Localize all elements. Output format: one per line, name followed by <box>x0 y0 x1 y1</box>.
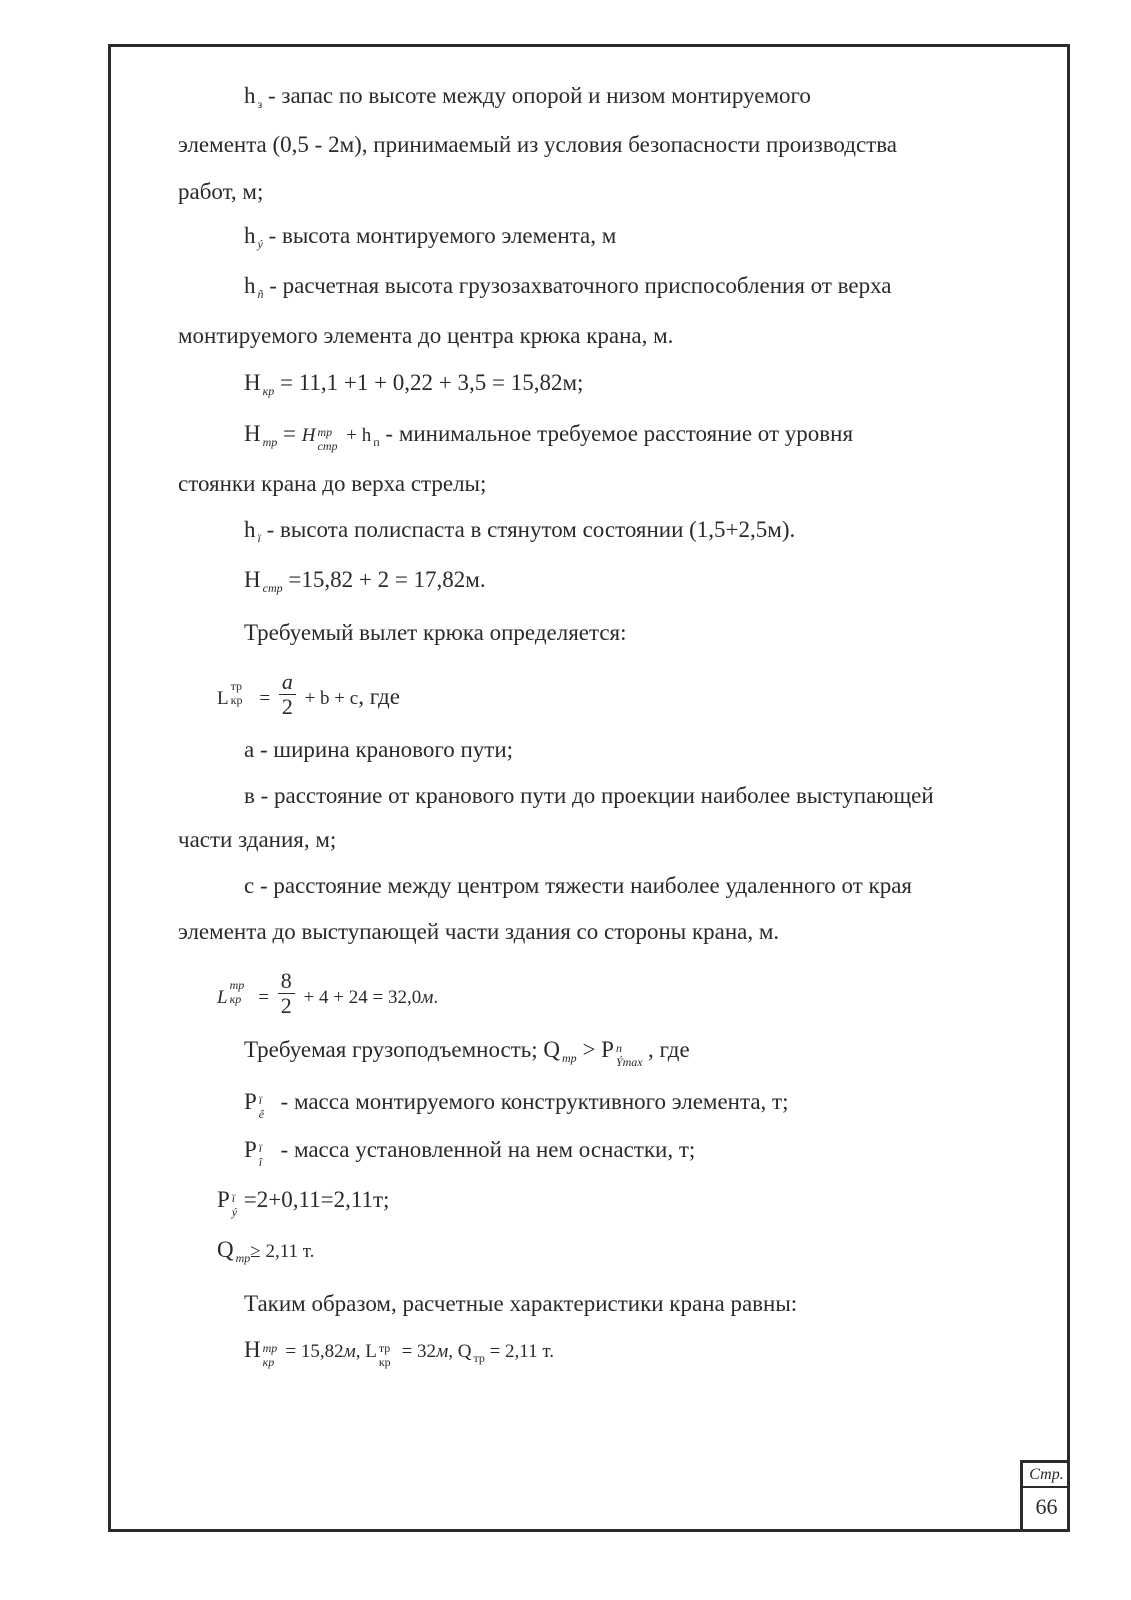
value: = 32 <box>396 1341 437 1362</box>
value: = 15,82 <box>280 1341 344 1362</box>
symbol: H <box>244 567 261 592</box>
symbol: h <box>244 223 256 248</box>
subscript: п <box>373 435 380 449</box>
symbol: L <box>365 1341 377 1362</box>
definition-h3 <box>244 82 811 118</box>
text-line: Требуемый вылет крюка определяется: <box>244 620 627 645</box>
sup-sub-pair <box>257 1088 275 1121</box>
symbol: h <box>244 273 256 298</box>
sup-sub-pair <box>228 973 254 1006</box>
subscript: тр <box>562 1051 577 1065</box>
subscript: з <box>257 97 263 111</box>
symbol: H <box>244 421 261 446</box>
superscript: ï <box>258 1093 263 1107</box>
definition-a: a - ширина кранового пути; <box>244 737 514 762</box>
page-number: 66 <box>1035 1494 1058 1519</box>
definition-p-o <box>244 1136 696 1169</box>
sup-sub-pair <box>377 1336 397 1369</box>
definition-text: - минимальное требуемое расстояние от уровня <box>379 421 854 446</box>
subscript: ý <box>257 237 263 251</box>
unit: м <box>343 1341 356 1362</box>
symbol: H <box>244 1337 261 1362</box>
symbol: h <box>244 83 256 108</box>
equation-p-e <box>217 1186 390 1219</box>
definition-text: - запас по высоте между опорой и низом монтируемого <box>262 83 811 108</box>
subscript: Ýmax <box>615 1055 643 1069</box>
subscript: стр <box>262 581 283 595</box>
subscript: кр <box>378 1355 391 1369</box>
superscript: тр <box>317 425 333 439</box>
formula-terms: + 4 + 24 = 32,0 <box>298 986 422 1008</box>
equation-h-tr <box>244 420 853 456</box>
fraction <box>278 969 295 1018</box>
superscript: тр <box>229 978 245 992</box>
plus-term: + h <box>341 425 372 446</box>
equation-h-kr <box>244 369 583 405</box>
sup-sub-pair <box>257 1136 275 1169</box>
definition-text: - масса установленной на нем оснастки, т; <box>274 1137 696 1162</box>
definition-c: c - расстояние между центром тяжести наиболее удаленного от края <box>244 873 913 898</box>
definition-hs <box>244 272 892 308</box>
denominator: 2 <box>280 993 292 1018</box>
text-line: Таким образом, расчетные характеристики крана равны: <box>244 1291 798 1316</box>
symbol: H <box>244 370 261 395</box>
definition-text: - масса монтируемого конструктивного элемента, т; <box>274 1089 789 1114</box>
equals-sign: = <box>253 986 274 1008</box>
subscript: ê <box>258 1107 265 1121</box>
load-capacity-line <box>244 1036 690 1072</box>
equation-h-str <box>244 566 486 602</box>
text-line: работ, м; <box>178 179 264 204</box>
definition-text: - расчетная высота грузозахваточного приспособления от верха <box>263 273 892 298</box>
unit: м <box>436 1341 449 1362</box>
subscript: кр <box>230 693 243 707</box>
subscript: ï <box>257 531 261 545</box>
equation-text: =15,82 + 2 = 17,82м. <box>282 567 486 592</box>
definition-p-k <box>244 1088 789 1121</box>
sup-sub-pair <box>614 1036 648 1069</box>
page-number-stamp <box>1020 1460 1070 1532</box>
numerator: 8 <box>278 969 295 994</box>
symbol: h <box>244 517 256 542</box>
text-line: части здания, м; <box>178 827 337 852</box>
page-label: Стр. <box>1023 1463 1070 1488</box>
superscript: ï <box>258 1141 263 1155</box>
equation-q-tr <box>217 1236 314 1272</box>
superscript: ï <box>231 1191 236 1205</box>
text: Требуемая грузоподъемность; Q <box>244 1037 561 1062</box>
equation-text: =2+0,11=2,11т; <box>243 1187 390 1212</box>
text-line: монтируемого элемента до центра крюка крана, м. <box>178 323 674 348</box>
symbol: Q <box>217 1237 234 1262</box>
definition-hp <box>244 516 795 552</box>
text-line: стоянки крана до верха стрелы; <box>178 471 487 496</box>
sup-sub-pair <box>316 420 342 453</box>
formula-tail: . <box>433 986 439 1008</box>
summary-formula <box>244 1336 554 1372</box>
symbol: P <box>244 1137 257 1162</box>
definition-text: - высота монтируемого элемента, м <box>262 223 617 248</box>
superscript: тр <box>378 1341 391 1355</box>
text-tail: , где <box>647 1037 690 1062</box>
text-line: элемента (0,5 - 2м), принимаемый из условия безопасности производства <box>178 132 897 157</box>
subscript: ý <box>231 1205 238 1219</box>
superscript: тр <box>262 1341 278 1355</box>
value: = 2,11 т. <box>484 1341 554 1362</box>
definition-he <box>244 222 616 258</box>
fraction <box>279 670 296 719</box>
equation-text: = 11,1 +1 + 0,22 + 3,5 = 15,82м; <box>274 370 584 395</box>
symbol: L <box>217 687 229 709</box>
denominator: 2 <box>281 694 293 719</box>
numerator: a <box>279 670 296 695</box>
separator: , <box>448 1341 458 1362</box>
subscript: кр <box>262 384 275 398</box>
sup-sub-pair <box>261 1336 281 1369</box>
superscript: n <box>615 1041 622 1055</box>
symbol: H <box>301 425 316 446</box>
subscript: î <box>258 1155 263 1169</box>
equals-sign: = <box>254 687 275 709</box>
subscript: тр <box>262 435 278 449</box>
symbol: Q <box>457 1341 472 1362</box>
formula-tail: , где <box>358 683 400 709</box>
separator: , <box>355 1341 366 1362</box>
subscript: ñ <box>257 287 264 301</box>
subscript: тр <box>235 1251 251 1265</box>
equation-text: ≥ 2,11 т. <box>250 1241 315 1262</box>
text-line: элемента до выступающей части здания со стороны крана, м. <box>178 919 780 944</box>
symbol: P <box>217 1187 230 1212</box>
equals-sign: = <box>277 421 302 446</box>
inequality: > P <box>576 1037 614 1062</box>
subscript: кр <box>229 992 242 1006</box>
subscript: стр <box>317 439 338 453</box>
unit: м <box>421 986 434 1008</box>
formula-reach <box>217 669 400 723</box>
formula-reach-calc <box>217 968 439 1022</box>
symbol: L <box>217 986 228 1008</box>
formula-terms: + b + c <box>299 687 359 709</box>
subscript: кр <box>262 1355 275 1369</box>
sup-sub-pair <box>230 1186 244 1219</box>
definition-b: в - расстояние от кранового пути до проекции наиболее выступающей <box>244 783 934 808</box>
superscript: тр <box>230 679 242 693</box>
definition-text: - высота полиспаста в стянутом состоянии (1,5+2,5м). <box>260 517 796 542</box>
sup-sub-pair <box>229 674 255 707</box>
symbol: P <box>244 1089 257 1114</box>
subscript: тр <box>473 1351 485 1365</box>
